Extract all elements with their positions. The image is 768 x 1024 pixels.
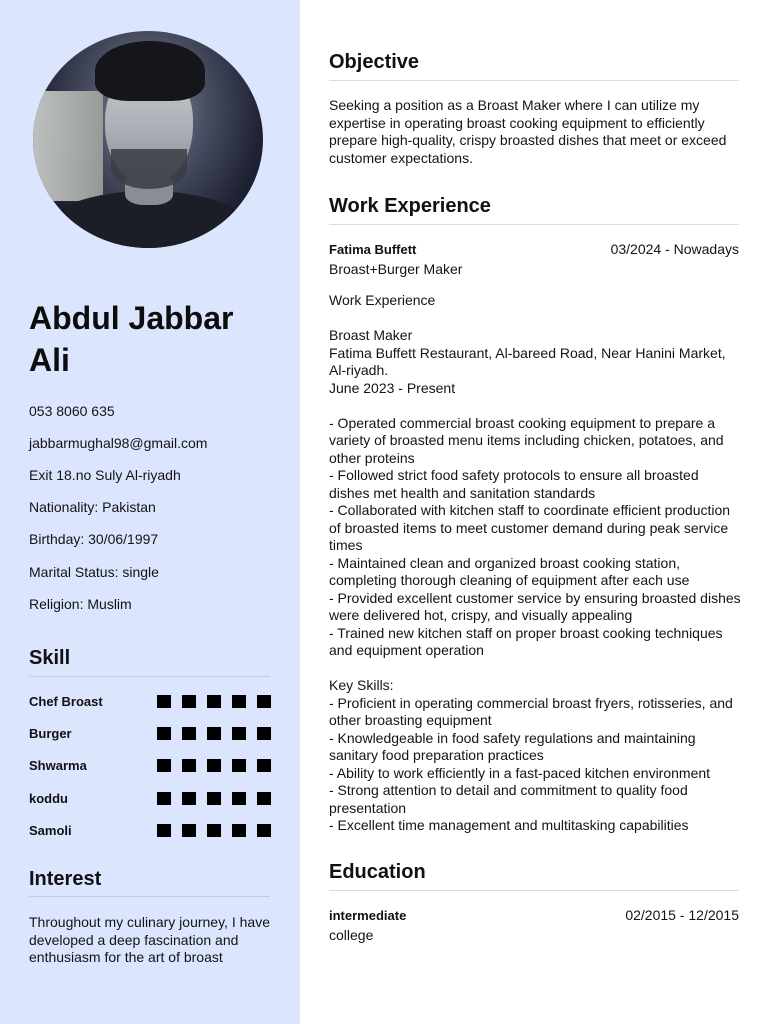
interest-text: Throughout my culinary journey, I have developed a deep fascination and enthusiasm for the art of broast bbox=[29, 914, 270, 965]
marital-status: Marital Status: single bbox=[29, 564, 159, 580]
education-divider bbox=[329, 890, 739, 891]
sidebar bbox=[0, 0, 300, 1024]
skill-name: Burger bbox=[29, 726, 72, 742]
skill-level-block bbox=[207, 759, 221, 772]
education-heading: Education bbox=[329, 861, 426, 883]
skill-level-block bbox=[182, 824, 196, 837]
skill-level-block bbox=[207, 824, 221, 837]
interest-divider bbox=[29, 896, 270, 897]
work-experience-heading: Work Experience bbox=[329, 195, 491, 217]
objective-divider bbox=[329, 80, 739, 81]
skill-name: Samoli bbox=[29, 822, 72, 838]
skill-level-block bbox=[182, 695, 196, 708]
skill-row bbox=[29, 791, 271, 807]
interest-heading: Interest bbox=[29, 868, 102, 890]
phone-number: 053 8060 635 bbox=[29, 403, 115, 419]
skill-level-block bbox=[257, 695, 271, 708]
skill-level-block bbox=[182, 792, 196, 805]
education-degree: intermediate bbox=[329, 908, 407, 923]
skill-level-block bbox=[157, 695, 171, 708]
education-dates: 02/2015 - 12/2015 bbox=[625, 907, 739, 923]
skill-level-block bbox=[157, 824, 171, 837]
skill-level-block bbox=[182, 759, 196, 772]
skill-heading: Skill bbox=[29, 647, 71, 669]
email-address: jabbarmughal98@gmail.com bbox=[29, 435, 208, 451]
skill-level-block bbox=[232, 792, 246, 805]
nationality: Nationality: Pakistan bbox=[29, 499, 156, 515]
company-name: Fatima Buffett bbox=[329, 242, 417, 257]
home-address: Exit 18.no Suly Al-riyadh bbox=[29, 467, 181, 483]
skill-name: Shwarma bbox=[29, 758, 87, 774]
skill-row bbox=[29, 726, 271, 742]
skill-level-block bbox=[232, 695, 246, 708]
skill-level-block bbox=[257, 824, 271, 837]
skill-level-block bbox=[182, 727, 196, 740]
candidate-name: Abdul Jabbar Ali bbox=[29, 300, 234, 378]
job-dates: 03/2024 - Nowadays bbox=[610, 241, 739, 257]
skill-level-block bbox=[157, 759, 171, 772]
skill-level-block bbox=[232, 824, 246, 837]
skill-divider bbox=[29, 676, 270, 677]
skill-level-meter bbox=[157, 727, 271, 740]
skill-level-block bbox=[207, 727, 221, 740]
skill-level-meter bbox=[157, 824, 271, 837]
skill-level-block bbox=[257, 727, 271, 740]
skill-level-block bbox=[257, 792, 271, 805]
profile-photo bbox=[33, 31, 263, 248]
skill-level-meter bbox=[157, 792, 271, 805]
skill-level-meter bbox=[157, 759, 271, 772]
objective-text: Seeking a position as a Broast Maker where I can utilize my expertise in operating broast cooking equipment to efficiently prepare high-quality, crispy broasted dishes that meet or exceed customer expectations. bbox=[329, 97, 727, 166]
skill-level-block bbox=[157, 727, 171, 740]
skill-level-block bbox=[207, 695, 221, 708]
main-content bbox=[300, 0, 768, 1024]
birthday: Birthday: 30/06/1997 bbox=[29, 531, 159, 547]
skill-level-block bbox=[207, 792, 221, 805]
job-title: Broast+Burger Maker bbox=[329, 261, 463, 277]
skill-level-block bbox=[157, 792, 171, 805]
skill-row bbox=[29, 823, 271, 839]
skill-row bbox=[29, 758, 271, 774]
skill-level-meter bbox=[157, 695, 271, 708]
objective-heading: Objective bbox=[329, 51, 420, 73]
skill-level-block bbox=[232, 759, 246, 772]
skill-level-block bbox=[232, 727, 246, 740]
skill-name: koddu bbox=[29, 790, 68, 806]
skill-row bbox=[29, 694, 271, 710]
education-institution: college bbox=[329, 927, 374, 943]
skill-level-block bbox=[257, 759, 271, 772]
work-experience-divider bbox=[329, 224, 739, 225]
skill-name: Chef Broast bbox=[29, 694, 103, 709]
job-description: Work Experience Broast Maker Fatima Buffett Restaurant, Al-bareed Road, Near Hanini Market, Al-riyadh. June 2023 - Present - Operated commercial broast cooking equipment to prepare a variety of broasted menu items including chicken, potatoes, and other proteins - Followed strict food safety protocols to ensure all broasted dishes met health and sanitation standards - Collaborated with kitchen staff to coordinate efficient production of broasted items to meet customer demand during peak service times - Maintained clean and organized broast cooking station, completing thorough cleaning of equipment after each use - Provided excellent customer service by ensuring broasted dishes were delivered hot, crispy, and visually appealing - Trained new kitchen staff on proper broast cooking techniques and equipment operation Key Skills: - Proficient in operating commercial broast fryers, rotisseries, and other broasting equipment - Knowledgeable in food safety regulations and maintaining sanitary food preparation practices - Ability to work efficiently in a fast-paced kitchen environment - Strong attention to detail and commitment to quality food presentation - Excellent time management and multitasking capabilities bbox=[329, 292, 741, 833]
religion: Religion: Muslim bbox=[29, 596, 132, 612]
